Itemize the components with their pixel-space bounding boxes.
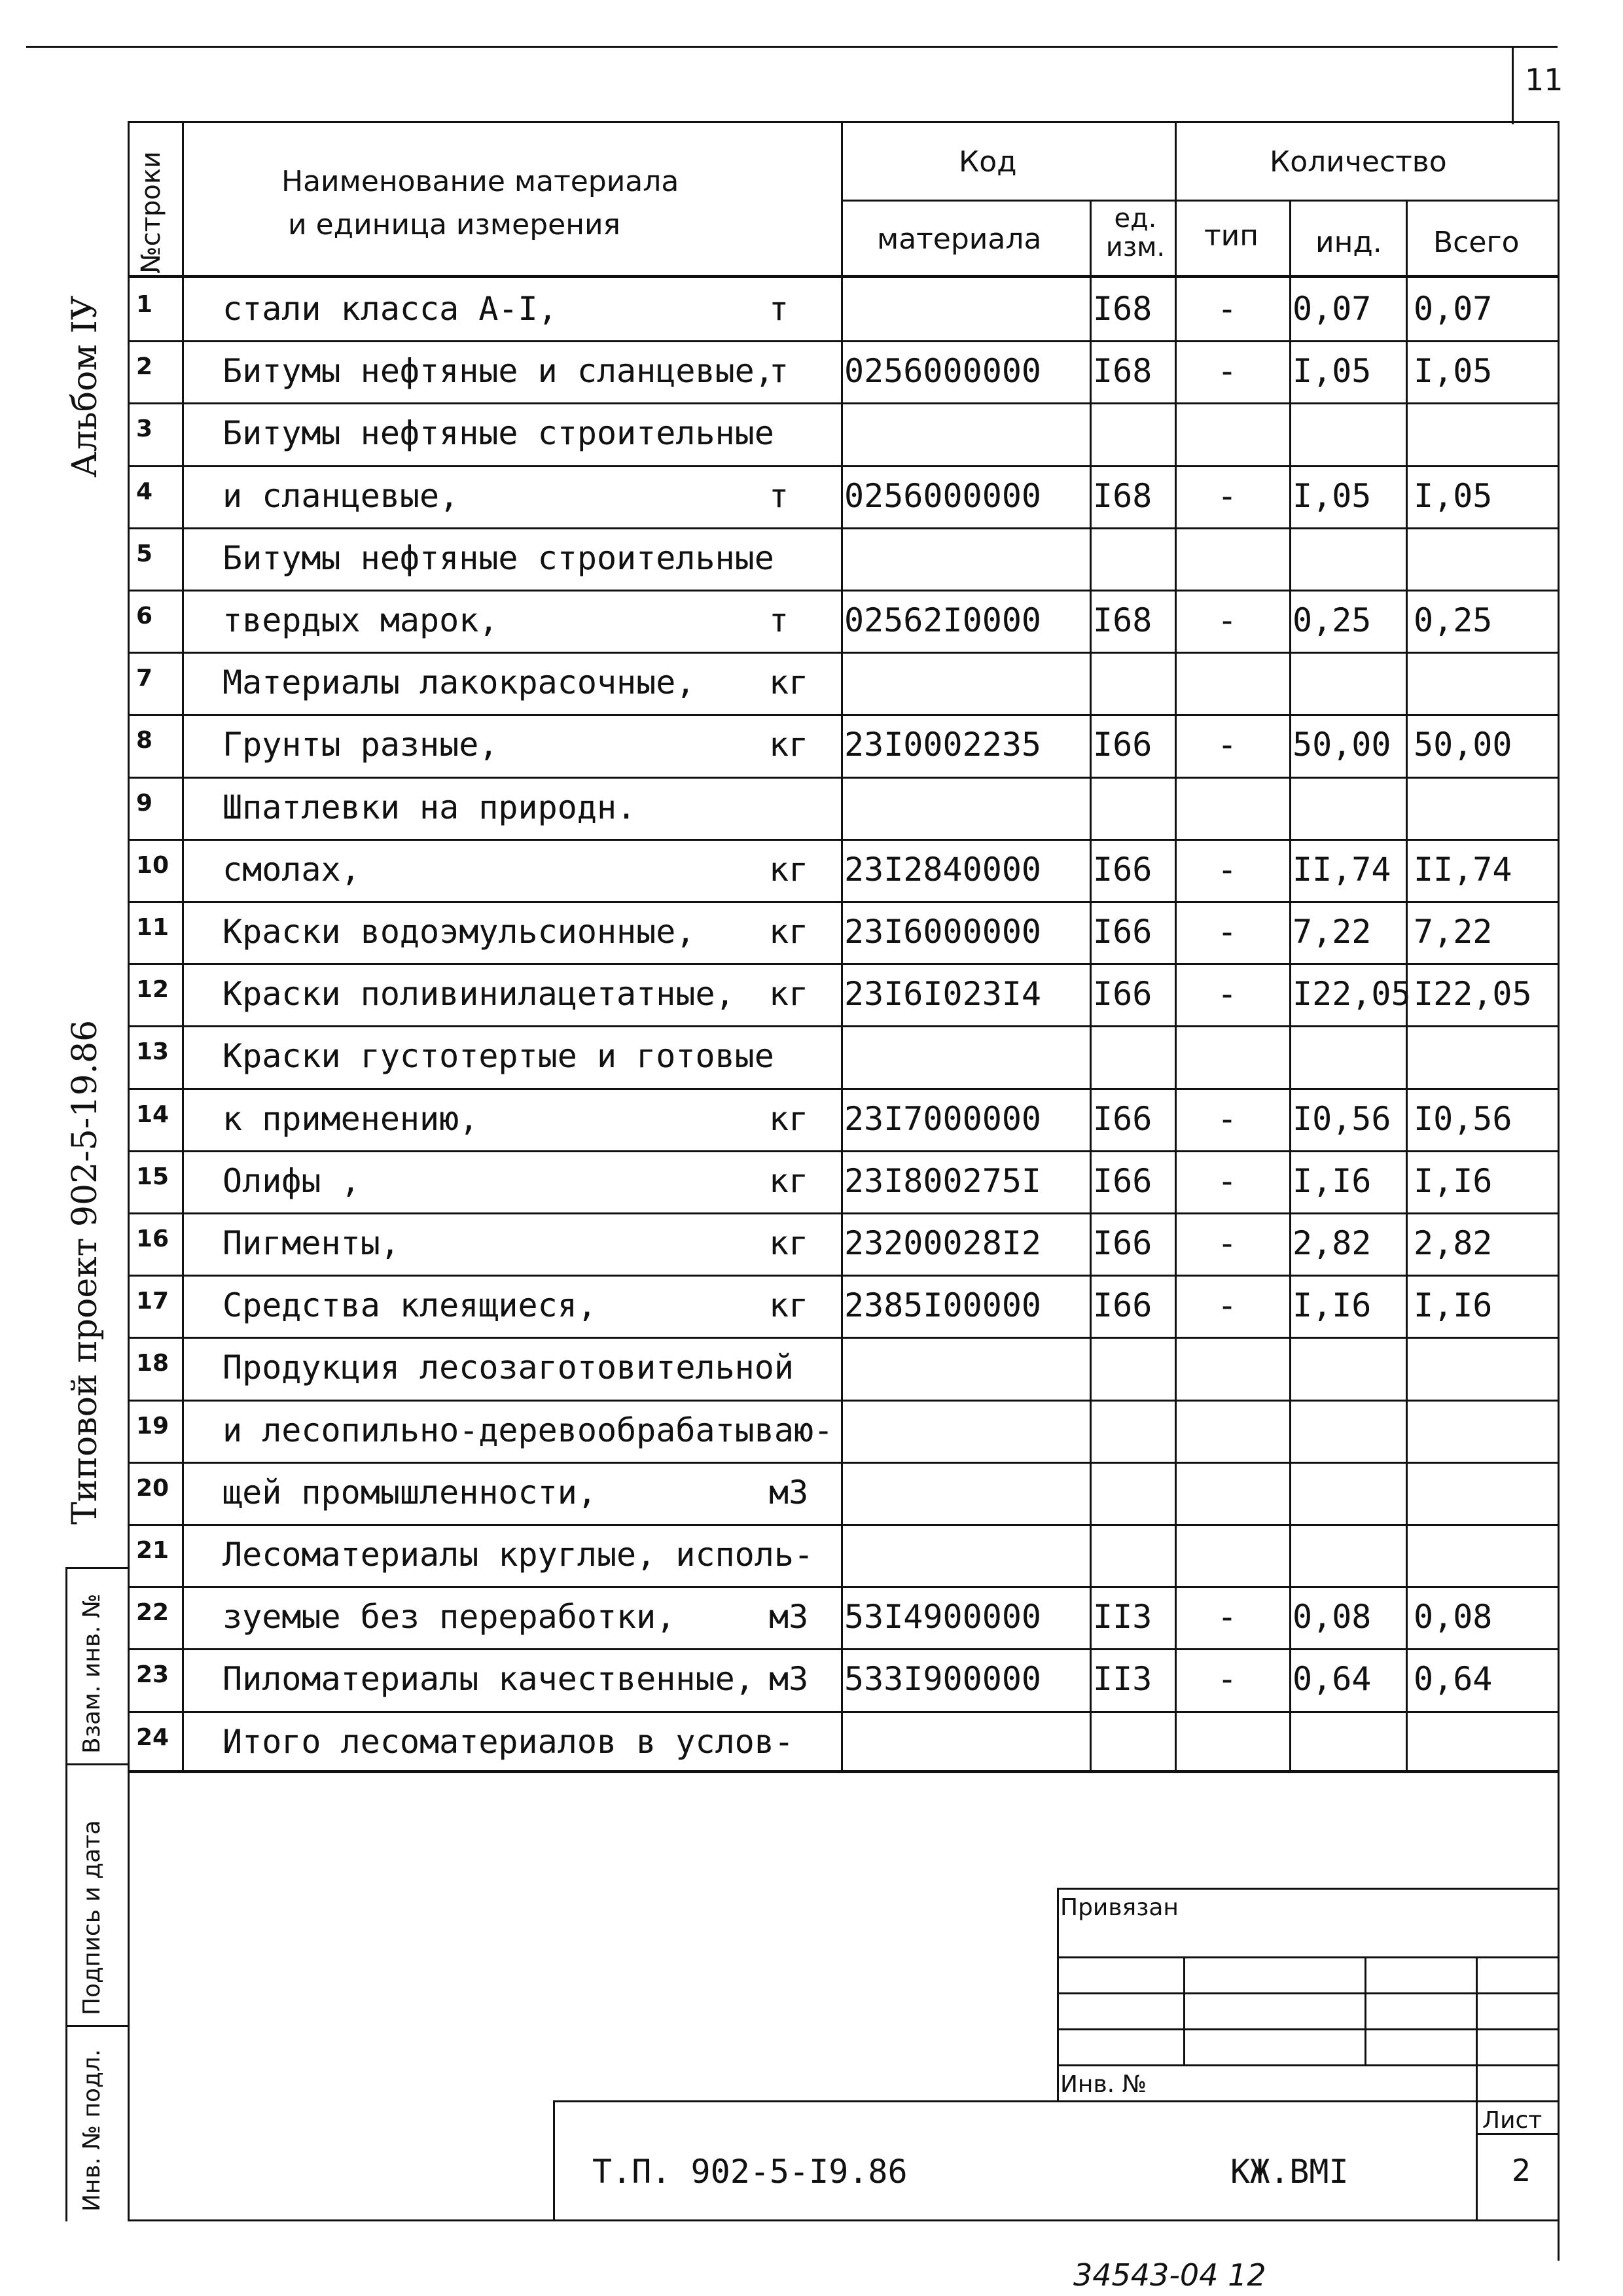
cell-unit-name: м3: [769, 1660, 809, 1698]
cell-total: 0,08: [1414, 1598, 1493, 1636]
cell-total: 0,64: [1414, 1660, 1493, 1698]
cell-unit-name: кг: [769, 975, 809, 1013]
cell-unit: I66: [1093, 1162, 1152, 1200]
cell-code: 53I4900000: [844, 1598, 1042, 1636]
cell-type: -: [1217, 726, 1238, 764]
inv-zam-label: Взам. инв. №: [79, 1593, 105, 1754]
cell-unit-name: т: [769, 601, 789, 639]
header-row-number: №строки: [136, 151, 166, 274]
row-divider: [128, 590, 1560, 592]
stamp-line: [1057, 1888, 1560, 1890]
frame-right: [1558, 121, 1560, 2261]
cell-unit: II3: [1093, 1660, 1152, 1698]
stamp-line: [1057, 1888, 1059, 2100]
cell-n: 11: [136, 914, 169, 941]
cell-unit: I66: [1093, 1286, 1152, 1324]
inv-podl-label: Инв. № подл.: [79, 2049, 105, 2212]
stamp-line: [553, 2100, 1560, 2102]
stamp-line: [1476, 1956, 1478, 2221]
cell-n: 12: [136, 976, 169, 1003]
cell-unit-name: кг: [769, 851, 809, 889]
grid-line: [1289, 200, 1291, 1770]
row-divider: [128, 1212, 1560, 1214]
row-divider: [128, 1400, 1560, 1402]
cell-unit-name: кг: [769, 913, 809, 951]
side-divider: [65, 1567, 128, 1569]
sign-date-label: Подпись и дата: [79, 1820, 105, 2015]
header-name-line1: Наименование материала: [281, 165, 679, 198]
row-divider: [128, 777, 1560, 779]
cell-ind: 0,64: [1293, 1660, 1372, 1698]
cell-code: 23I800275I: [844, 1162, 1042, 1200]
row-divider: [128, 1337, 1560, 1339]
cell-n: 21: [136, 1537, 169, 1564]
cell-n: 13: [136, 1038, 169, 1065]
cell-name: Шпатлевки на природн.: [223, 788, 637, 826]
row-divider: [128, 1275, 1560, 1277]
cell-type: -: [1217, 1224, 1238, 1262]
cell-total: 0,07: [1414, 290, 1493, 328]
grid-line: [182, 121, 184, 1770]
cell-code: 23200028I2: [844, 1224, 1042, 1262]
row-divider: [128, 963, 1560, 965]
row-divider: [128, 1462, 1560, 1464]
cell-type: -: [1217, 352, 1238, 390]
cell-n: 6: [136, 603, 153, 629]
cell-name: Материалы лакокрасочные,: [223, 663, 696, 701]
cell-ind: I,I6: [1293, 1162, 1372, 1200]
row-divider: [128, 1586, 1560, 1588]
cell-total: 7,22: [1414, 913, 1493, 951]
cell-ind: II,74: [1293, 851, 1391, 889]
cell-ind: I0,56: [1293, 1100, 1391, 1138]
cell-name: Краски густотертые и готовые: [223, 1037, 774, 1075]
cell-type: -: [1217, 975, 1238, 1013]
cell-n: 3: [136, 415, 153, 442]
cell-code: 23I2840000: [844, 851, 1042, 889]
row-divider: [128, 1524, 1560, 1526]
cell-name: и сланцевые,: [223, 477, 459, 515]
cell-n: 5: [136, 540, 153, 567]
cell-n: 4: [136, 478, 153, 505]
cell-n: 23: [136, 1661, 169, 1688]
privyazan-label: Привязан: [1060, 1894, 1179, 1921]
row-divider: [128, 340, 1560, 342]
cell-ind: 7,22: [1293, 913, 1372, 951]
cell-n: 14: [136, 1101, 169, 1128]
cell-name: Итого лесоматериалов в услов-: [223, 1723, 794, 1761]
drawing-mark: КЖ.ВМI: [1230, 2153, 1349, 2191]
cell-unit-name: кг: [769, 1286, 809, 1324]
cell-code: 2385I00000: [844, 1286, 1042, 1324]
row-divider: [128, 652, 1560, 654]
cell-ind: I22,05: [1293, 975, 1411, 1013]
project-label: Типовой проект 902-5-19.86: [65, 1019, 105, 1525]
cell-unit-name: м3: [769, 1598, 809, 1636]
cell-name: к применению,: [223, 1100, 479, 1138]
cell-unit-name: кг: [769, 663, 809, 701]
document-code: Т.П. 902-5-I9.86: [592, 2153, 908, 2191]
cell-unit-name: кг: [769, 1100, 809, 1138]
cell-total: I,I6: [1414, 1162, 1493, 1200]
cell-name: смолах,: [223, 851, 361, 889]
cell-unit: I66: [1093, 913, 1152, 951]
cell-n: 8: [136, 727, 153, 754]
cell-name: Пиломатериалы качественные,: [223, 1660, 755, 1698]
cell-ind: 0,08: [1293, 1598, 1372, 1636]
sheet-number: 2: [1512, 2153, 1531, 2188]
cell-ind: I,05: [1293, 352, 1372, 390]
cell-n: 24: [136, 1724, 169, 1751]
cell-type: -: [1217, 1598, 1238, 1636]
row-divider: [128, 402, 1560, 404]
cell-unit: I66: [1093, 851, 1152, 889]
cell-n: 17: [136, 1288, 169, 1315]
stamp-line: [1057, 2028, 1560, 2030]
cell-name: Пигменты,: [223, 1224, 400, 1262]
page-number-box-border: [1512, 46, 1514, 124]
cell-code: 533I900000: [844, 1660, 1042, 1698]
cell-unit: I66: [1093, 1224, 1152, 1262]
bottom-note: 34543-04 12: [1073, 2257, 1266, 2293]
side-divider: [65, 1763, 128, 1765]
cell-ind: 0,25: [1293, 601, 1372, 639]
cell-unit-name: кг: [769, 726, 809, 764]
header-type: тип: [1204, 219, 1258, 253]
cell-n: 22: [136, 1599, 169, 1626]
album-label: Альбом IУ: [65, 295, 105, 478]
cell-unit-name: кг: [769, 1224, 809, 1262]
cell-name: Битумы нефтяные и сланцевые,: [223, 352, 774, 390]
cell-name: Грунты разные,: [223, 726, 499, 764]
header-quantity: Количество: [1270, 145, 1447, 179]
header-code-material: материала: [877, 222, 1042, 256]
cell-n: 15: [136, 1163, 169, 1190]
cell-n: 16: [136, 1226, 169, 1252]
frame-left: [128, 121, 130, 2221]
cell-code: 23I6I023I4: [844, 975, 1042, 1013]
cell-ind: 50,00: [1293, 726, 1391, 764]
cell-name: твердых марок,: [223, 601, 499, 639]
cell-type: -: [1217, 1162, 1238, 1200]
cell-name: стали класса А-I,: [223, 290, 558, 328]
stamp-line: [1183, 1956, 1185, 2064]
top-border: [26, 46, 1558, 48]
grid-line: [841, 121, 843, 1770]
cell-type: -: [1217, 601, 1238, 639]
stamp-line: [1057, 1992, 1560, 1994]
cell-code: 23I0002235: [844, 726, 1042, 764]
cell-unit-name: т: [769, 290, 789, 328]
cell-total: 50,00: [1414, 726, 1512, 764]
stamp-line: [1057, 2064, 1560, 2066]
cell-total: 0,25: [1414, 601, 1493, 639]
cell-type: -: [1217, 290, 1238, 328]
cell-n: 2: [136, 353, 153, 380]
cell-ind: I,I6: [1293, 1286, 1372, 1324]
grid-line: [841, 200, 1560, 202]
grid-line: [128, 275, 1560, 278]
cell-name: Битумы нефтяные строительные: [223, 539, 774, 577]
header-name-line2: и единица измерения: [288, 208, 621, 241]
side-divider: [65, 2025, 128, 2027]
stamp-line: [1057, 1956, 1560, 1958]
side-left-border: [65, 1567, 67, 2221]
cell-unit: I66: [1093, 1100, 1152, 1138]
header-unit: ед. изм.: [1105, 203, 1166, 262]
grid-line: [128, 121, 1560, 123]
cell-code: 0256000000: [844, 352, 1042, 390]
cell-n: 9: [136, 790, 153, 817]
cell-n: 7: [136, 665, 153, 692]
row-divider: [128, 839, 1560, 841]
cell-unit-name: м3: [769, 1474, 809, 1511]
row-divider: [128, 1150, 1560, 1152]
sheet-label: Лист: [1482, 2107, 1543, 2134]
row-divider: [128, 1088, 1560, 1090]
cell-unit: I66: [1093, 726, 1152, 764]
row-divider: [128, 465, 1560, 467]
header-ind: инд.: [1315, 226, 1382, 259]
cell-n: 19: [136, 1413, 169, 1439]
cell-code: 0256000000: [844, 477, 1042, 515]
cell-name: Краски водоэмульсионные,: [223, 913, 696, 951]
cell-code: 02562I0000: [844, 601, 1042, 639]
cell-unit-name: т: [769, 477, 789, 515]
cell-n: 18: [136, 1350, 169, 1377]
grid-line: [1175, 121, 1177, 1770]
cell-code: 23I7000000: [844, 1100, 1042, 1138]
page-number: 11: [1525, 62, 1563, 97]
cell-type: -: [1217, 913, 1238, 951]
cell-total: I,05: [1414, 352, 1493, 390]
row-divider: [128, 714, 1560, 716]
cell-n: 10: [136, 852, 169, 879]
cell-unit: I68: [1093, 601, 1152, 639]
header-total: Всего: [1433, 226, 1520, 259]
cell-name: Битумы нефтяные строительные: [223, 414, 774, 452]
inv-no-label: Инв. №: [1060, 2071, 1147, 2098]
cell-n: 1: [136, 291, 153, 318]
cell-name: Продукция лесозаготовительной: [223, 1349, 794, 1386]
stamp-line: [1364, 1956, 1366, 2064]
cell-code: 23I6000000: [844, 913, 1042, 951]
cell-ind: I,05: [1293, 477, 1372, 515]
grid-line: [128, 1770, 1560, 1773]
cell-type: -: [1217, 1286, 1238, 1324]
grid-line: [1090, 200, 1092, 1770]
stamp-line: [553, 2100, 555, 2221]
cell-total: I0,56: [1414, 1100, 1512, 1138]
cell-ind: 0,07: [1293, 290, 1372, 328]
cell-unit-name: т: [769, 352, 789, 390]
cell-n: 20: [136, 1475, 169, 1502]
cell-unit: I68: [1093, 290, 1152, 328]
cell-name: и лесопильно-деревообрабатываю-: [223, 1411, 834, 1449]
cell-name: зуемые без переработки,: [223, 1598, 676, 1636]
cell-total: I22,05: [1414, 975, 1532, 1013]
frame-bottom: [128, 2219, 1560, 2221]
row-divider: [128, 1025, 1560, 1027]
cell-ind: 2,82: [1293, 1224, 1372, 1262]
cell-total: II,74: [1414, 851, 1512, 889]
cell-name: щей промышленности,: [223, 1474, 597, 1511]
row-divider: [128, 527, 1560, 529]
cell-total: I,I6: [1414, 1286, 1493, 1324]
cell-unit: I68: [1093, 352, 1152, 390]
row-divider: [128, 901, 1560, 903]
cell-unit: I66: [1093, 975, 1152, 1013]
header-code: Код: [959, 145, 1017, 179]
cell-name: Средства клеящиеся,: [223, 1286, 597, 1324]
cell-total: I,05: [1414, 477, 1493, 515]
cell-type: -: [1217, 1660, 1238, 1698]
cell-unit: I68: [1093, 477, 1152, 515]
cell-type: -: [1217, 1100, 1238, 1138]
cell-type: -: [1217, 851, 1238, 889]
cell-name: Олифы ,: [223, 1162, 361, 1200]
row-divider: [128, 1648, 1560, 1650]
cell-unit-name: кг: [769, 1162, 809, 1200]
row-divider: [128, 1711, 1560, 1713]
cell-total: 2,82: [1414, 1224, 1493, 1262]
cell-name: Лесоматериалы круглые, исполь-: [223, 1536, 814, 1574]
cell-unit: II3: [1093, 1598, 1152, 1636]
cell-type: -: [1217, 477, 1238, 515]
cell-name: Краски поливинилацетатные,: [223, 975, 735, 1013]
